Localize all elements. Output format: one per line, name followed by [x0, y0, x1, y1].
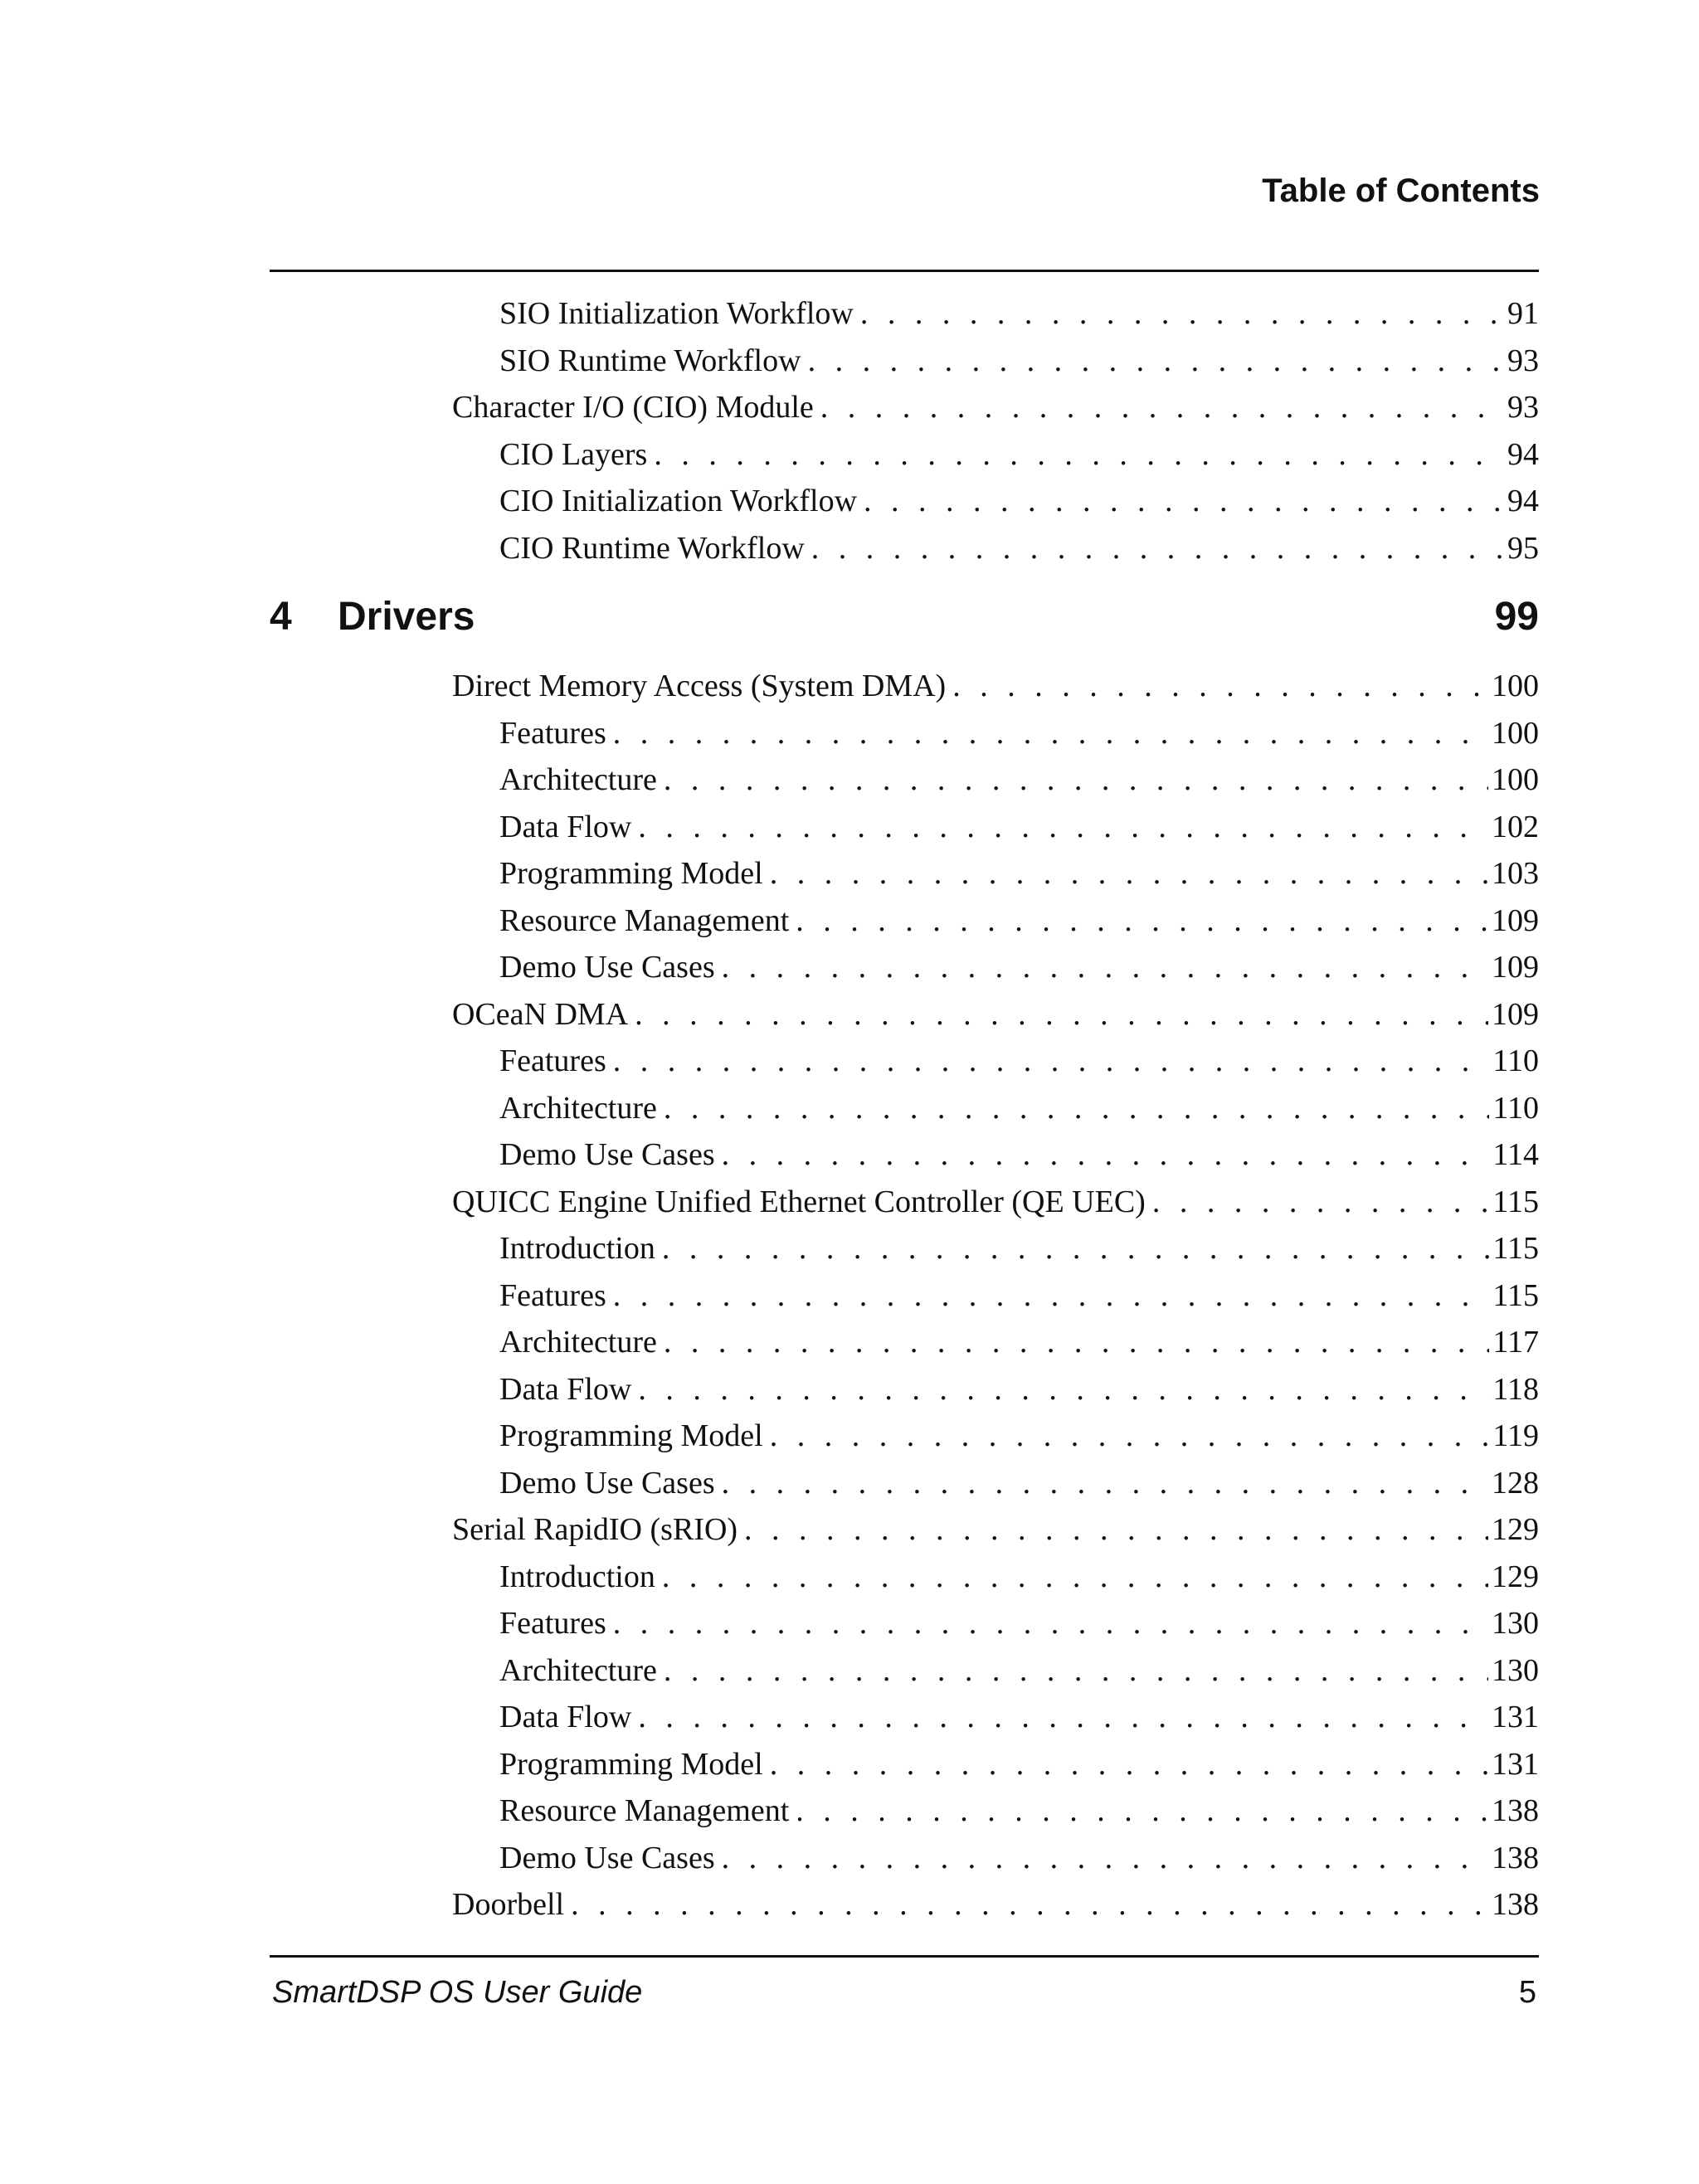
toc-entry-page-number: 115 [1492, 1231, 1539, 1266]
toc-entry-page-number: 100 [1492, 762, 1539, 797]
toc-entry-label: Demo Use Cases [499, 950, 715, 985]
header-divider [270, 270, 1539, 272]
toc-entry-page-number: 130 [1492, 1652, 1539, 1688]
toc-entry-label: Features [499, 1606, 606, 1641]
toc-entry[interactable] [270, 1506, 1539, 1554]
toc-entry[interactable] [270, 1038, 1539, 1085]
toc-entry[interactable] [270, 1647, 1539, 1695]
toc-entry-label: Programming Model [499, 1418, 763, 1453]
toc-entry[interactable] [270, 1319, 1539, 1366]
toc-entry-page-number: 129 [1492, 1559, 1539, 1594]
dot-leader [811, 525, 1504, 572]
toc-entry-label: Doorbell [452, 1887, 565, 1922]
toc-entry-label: Architecture [499, 1090, 657, 1126]
toc-entry-page-number: 103 [1492, 856, 1539, 891]
dot-leader [664, 1085, 1490, 1132]
toc-entry-page-number: 100 [1492, 669, 1539, 703]
toc-entry-page-number: 100 [1492, 715, 1539, 751]
toc-entry-label: Features [499, 1277, 606, 1313]
toc-entry-page-number: 138 [1492, 1887, 1539, 1922]
toc-entry-label: Character I/O (CIO) Module [452, 390, 814, 425]
toc-entry[interactable] [270, 1460, 1539, 1507]
dot-leader [796, 897, 1488, 945]
chapter-number: 4 [270, 595, 292, 639]
toc-entry[interactable] [270, 478, 1539, 525]
toc-entry-label: Data Flow [499, 1700, 632, 1734]
toc-entry-page-number: 131 [1492, 1746, 1539, 1782]
toc-entry-page-number: 94 [1507, 484, 1539, 518]
toc-entry[interactable] [270, 1881, 1539, 1929]
toc-entry[interactable] [270, 1366, 1539, 1413]
toc-entry-page-number: 130 [1492, 1606, 1539, 1641]
toc-entry[interactable] [270, 1554, 1539, 1601]
dot-leader [722, 1460, 1488, 1507]
toc-entry-label: Demo Use Cases [499, 1840, 715, 1875]
toc-entry-page-number: 93 [1507, 343, 1539, 378]
toc-entry[interactable] [270, 991, 1539, 1038]
dot-leader [638, 1694, 1488, 1741]
toc-entry[interactable] [270, 897, 1539, 945]
dot-leader [722, 1131, 1490, 1179]
dot-leader [638, 804, 1488, 851]
dot-leader [860, 290, 1504, 338]
toc-entry[interactable] [270, 525, 1539, 572]
toc-entries-before-chapter [270, 290, 1539, 572]
toc-entry[interactable] [270, 756, 1539, 804]
table-of-contents [270, 290, 1539, 1929]
dot-leader [744, 1506, 1488, 1554]
toc-entry-label: CIO Initialization Workflow [499, 484, 858, 518]
toc-entry-label: QUICC Engine Unified Ethernet Controller (QE UEC) [452, 1184, 1146, 1219]
toc-entry-page-number: 110 [1492, 1043, 1539, 1078]
toc-entry-label: CIO Runtime Workflow [499, 530, 805, 566]
dot-leader [613, 710, 1488, 757]
toc-entry[interactable] [270, 1179, 1539, 1226]
toc-entry-page-number: 138 [1492, 1793, 1539, 1828]
toc-entry-page-number: 138 [1492, 1840, 1539, 1875]
dot-leader [571, 1881, 1488, 1929]
toc-entry[interactable] [270, 384, 1539, 431]
toc-entry-label: SIO Initialization Workflow [499, 296, 854, 331]
dot-leader [654, 431, 1504, 479]
toc-entry-page-number: 129 [1492, 1512, 1539, 1547]
footer-divider [270, 1955, 1539, 1958]
dot-leader [664, 756, 1488, 804]
toc-entry-page-number: 117 [1492, 1325, 1539, 1360]
toc-entry-label: Programming Model [499, 856, 763, 891]
toc-entry-page-number: 109 [1492, 902, 1539, 938]
toc-entry-page-number: 115 [1492, 1184, 1539, 1219]
toc-entry[interactable] [270, 338, 1539, 385]
toc-entry-label: Features [499, 1043, 606, 1078]
chapter-title: Drivers [338, 595, 475, 639]
toc-entry[interactable] [270, 663, 1539, 710]
dot-leader [864, 478, 1504, 525]
footer-document-title: SmartDSP OS User Guide [272, 1975, 643, 2010]
toc-entry-page-number: 109 [1492, 950, 1539, 985]
dot-leader [613, 1600, 1488, 1647]
toc-entry-page-number: 110 [1492, 1090, 1539, 1126]
toc-entry-label: OCeaN DMA [452, 996, 629, 1032]
toc-entry-label: CIO Layers [499, 436, 648, 472]
toc-entry[interactable] [270, 710, 1539, 757]
dot-leader [820, 384, 1504, 431]
toc-entry-page-number: 95 [1507, 530, 1539, 566]
toc-entry[interactable] [270, 1225, 1539, 1272]
dot-leader [1152, 1179, 1490, 1226]
dot-leader [635, 991, 1488, 1038]
toc-entry-label: Data Flow [499, 1371, 632, 1407]
toc-entry[interactable] [270, 1413, 1539, 1460]
dot-leader [662, 1225, 1490, 1272]
toc-entries-after-chapter [270, 663, 1539, 1929]
toc-entry-page-number: 109 [1492, 996, 1539, 1032]
toc-entry-page-number: 131 [1492, 1700, 1539, 1734]
dot-leader [664, 1319, 1490, 1366]
toc-entry-label: Programming Model [499, 1746, 763, 1782]
toc-entry-page-number: 118 [1492, 1371, 1539, 1407]
dot-leader [796, 1788, 1488, 1835]
footer-page-number: 5 [1518, 1975, 1536, 2010]
toc-entry-page-number: 102 [1492, 809, 1539, 844]
dot-leader [722, 1835, 1488, 1882]
toc-entry[interactable] [270, 850, 1539, 897]
toc-entry-label: Demo Use Cases [499, 1465, 715, 1501]
dot-leader [662, 1554, 1488, 1601]
chapter-page-number: 99 [1494, 595, 1539, 639]
toc-entry[interactable] [270, 944, 1539, 991]
toc-entry-page-number: 114 [1492, 1137, 1539, 1172]
toc-entry-label: Direct Memory Access (System DMA) [452, 669, 947, 703]
toc-entry-page-number: 128 [1492, 1465, 1539, 1501]
toc-entry-label: Resource Management [499, 1793, 790, 1828]
dot-leader [770, 850, 1488, 897]
dot-leader [770, 1413, 1490, 1460]
toc-entry[interactable] [270, 804, 1539, 851]
toc-entry-page-number: 91 [1507, 296, 1539, 331]
dot-leader [808, 338, 1504, 385]
toc-entry-label: Demo Use Cases [499, 1137, 715, 1172]
toc-entry-page-number: 94 [1507, 436, 1539, 472]
toc-entry[interactable] [270, 1085, 1539, 1132]
dot-leader [952, 663, 1488, 710]
toc-entry-label: Architecture [499, 762, 657, 797]
dot-leader [722, 944, 1488, 991]
toc-entry[interactable] [270, 1694, 1539, 1741]
toc-entry-label: Architecture [499, 1652, 657, 1688]
toc-entry[interactable] [270, 1272, 1539, 1320]
toc-entry-page-number: 93 [1507, 390, 1539, 425]
toc-entry-label: Introduction [499, 1559, 655, 1594]
toc-entry-page-number: 119 [1492, 1418, 1539, 1453]
toc-entry[interactable] [270, 1741, 1539, 1788]
dot-leader [664, 1647, 1488, 1695]
toc-entry[interactable] [270, 1788, 1539, 1835]
toc-entry-label: Features [499, 715, 606, 751]
toc-entry-page-number: 115 [1492, 1277, 1539, 1313]
dot-leader [638, 1366, 1489, 1413]
chapter-heading[interactable] [270, 572, 1539, 663]
toc-entry[interactable] [270, 431, 1539, 479]
toc-entry-label: Architecture [499, 1325, 657, 1360]
toc-entry-label: Resource Management [499, 902, 790, 938]
toc-entry-label: Introduction [499, 1231, 655, 1266]
toc-entry-label: Serial RapidIO (sRIO) [452, 1512, 738, 1547]
page-header-title: Table of Contents [1262, 173, 1540, 209]
toc-entry-label: Data Flow [499, 809, 632, 844]
dot-leader [770, 1741, 1488, 1788]
toc-entry[interactable] [270, 1600, 1539, 1647]
toc-entry[interactable] [270, 290, 1539, 338]
dot-leader [613, 1272, 1490, 1320]
toc-entry[interactable] [270, 1131, 1539, 1179]
dot-leader [613, 1038, 1490, 1085]
toc-entry-label: SIO Runtime Workflow [499, 343, 801, 378]
toc-entry[interactable] [270, 1835, 1539, 1882]
